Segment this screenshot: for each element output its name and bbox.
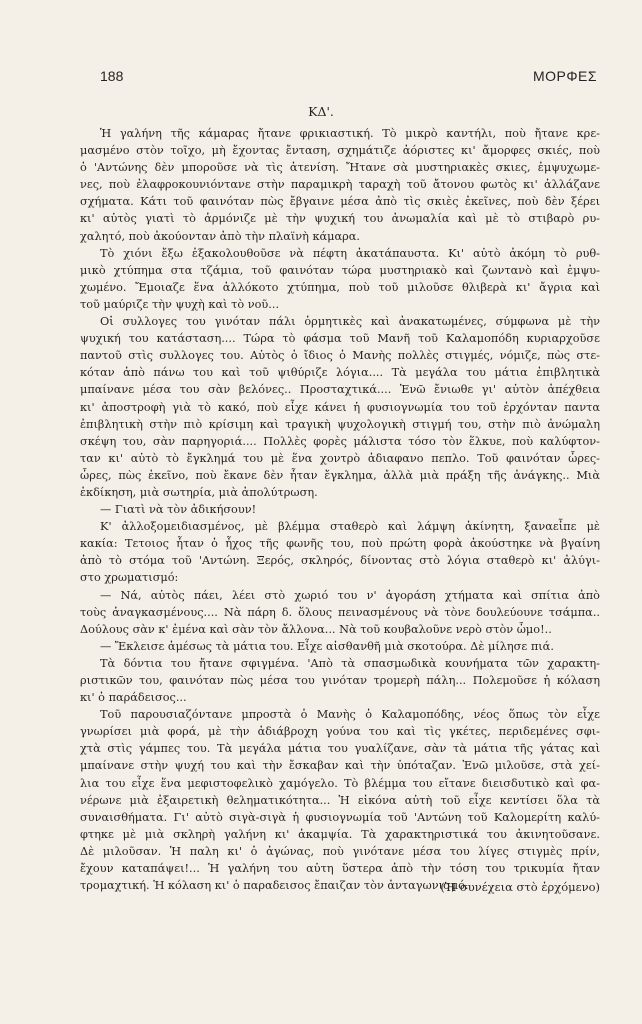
text-line: ἀπὸ τὸ στόμα τοῦ 'Αντώνη. Ξερός, σκληρός, δίνοντας στὸ λόγια σταθερὸ κι' ἀλύγι- — [80, 554, 600, 568]
text-line: — Νά, αὐτὸς πάει, λέει στὸ χωριό του ν' ἀγοράση χτήματα καὶ σπίτια ἀπὸ — [100, 588, 600, 602]
text-line: ὧρες, πὼς ἐκεῖνο, ποὺ ἔκανε δὲν ἦταν ἔγκλημα, ἀλλὰ μιὰ πράξη τῆς ἀνάγκης.. Μιὰ — [80, 468, 600, 482]
text-line: κι' ἀποστροφὴ γιὰ τὸ κακό, ποὺ εἶχε κάνει ἡ φυσιογνωμία του τοῦ ἐρχόνταν παντα — [80, 400, 600, 414]
text-line: μασμένο στὸν τοῖχο, μὴ ἔχοντας ἔνταση, σχημάτιζε ἀόριστες κι' ἄμορφες σκιές, ποὺ — [80, 144, 600, 158]
text-line: χτὰ στὶς γάμπες του. Τὰ μεγάλα μάτια του γυαλίζανε, σὰν τὰ μάτια τῆς γάτας καὶ — [80, 742, 600, 756]
text-line: μπαίνανε στὴν ψυχή του καὶ τὴν ἔσκαβαν καὶ τὴν ὑπόταζαν. Ἐνῶ μιλοῦσε, στὰ χεί- — [80, 759, 600, 773]
page-number: 188 — [100, 68, 124, 84]
text-line: παντοῦ στὶς συλλογες του. Αὐτὸς ὁ ἴδιος ὁ Μανὴς πολλὲς στιγμές, νόμιζε, πὼς στε- — [80, 349, 600, 363]
text-line: λια του εἶχε ἕνα μεφιστοφελικὸ χαμόγελο. Τὸ βλέμμα του εἴτανε διεισδυτικὸ καὶ φα- — [80, 776, 600, 790]
text-line: ψυχική του κατάσταση.... Τώρα τὸ φάσμα τοῦ Μανῆ τοῦ Καλαμοπόδη κυριαρχοῦσε — [80, 332, 600, 346]
text-line: τοὺς ἀναγκασμένους.... Νὰ πάρη δ. ὅλους πεινασμένους νὰ τὸνε δουλεύουνε τσάμπα.. — [80, 605, 600, 619]
text-line: Τὸ χιόνι ἔξω ἐξακολουθοῦσε νὰ πέφτη ἀκατάπαυστα. Κι' αὐτὸ ἀκόμη τὸ ρυθ- — [100, 246, 600, 260]
text-line: νες, ποὺ ἐλαφροκουνιόντανε στὴν παραμικρὴ ταραχὴ τοῦ ἄτονου φωτὸς κι' ἀλλάζανε — [80, 178, 600, 192]
text-line: φτηκε μὲ μιὰ σκληρὴ γαλήνη κι' ἀκαμψία. Τὰ χαρακτηριστικά του ἀκινητοῦσανε. — [80, 827, 600, 841]
text-line: κι' ὁ παράδεισος... — [80, 691, 187, 705]
text-line: γνωρίσει μιὰ φορά, μὲ τὴν ἀδιάβροχη γούνα του καὶ τὶς γκέτες, περιδεμένες σφι- — [80, 725, 600, 739]
text-line: στο χρωματισμό: — [80, 571, 179, 585]
text-line: ἐκδίκηση, μιὰ σωτηρία, μιὰ ἀπολύτρωση. — [80, 485, 318, 499]
text-line: Τοῦ παρουσιαζόντανε μπροστὰ ὁ Μανὴς ὁ Καλαμοπόδης, νέος ὅπως τὸν εἶχε — [100, 708, 600, 722]
text-line: συναισθήματα. Γι' αὐτὸ σιγὰ-σιγὰ ἡ φυσιογνωμία τοῦ 'Αντώνη τοῦ Καλομερίτη καλύ- — [80, 810, 600, 824]
paragraph — [80, 518, 600, 586]
text-line: ἔχουν καταπάψει!... Ἡ γαλήνη του αὐτη ὕστερα ἀπὸ τὴν τόση του τρικυμία ἤταν — [80, 862, 600, 876]
text-line: Δούλους σὰν κ' ἐμένα καὶ σὰν τὸν ἄλλονα... Νὰ τοῦ κουβαλοῦνε νερὸ στὸν ὦμο!.. — [80, 622, 552, 636]
text-line: τοῦ μαύριζε τὴν ψυχὴ καὶ τὸ νοῦ... — [80, 297, 280, 311]
text-line: Τὰ δόντια του ἤτανε σφιγμένα. 'Απὸ τὰ σπασμωδικὰ κουνήματα τῶν χαρακτη- — [100, 656, 600, 670]
text-line: κι' αὐτὸς γιατὶ τὸ ἁρμόνιζε μὲ τὴν ψυχική του ἀνωμαλία καὶ μὲ τὸ στιβαρὸ ρυ- — [80, 212, 600, 226]
text-line: Οἱ συλλογες του γινόταν πάλι ὁρμητικὲς καὶ ἀνακατωμένες, σύμφωνα μὲ τὴν — [100, 315, 600, 329]
text-line: — Ἔκλεισε ἀμέσως τὰ μάτια του. Εἶχε αἰσθανθῆ μιὰ σκοτούρα. Δὲ μίλησε πιά. — [100, 639, 554, 653]
text-line: χαλητό, ποὺ ἀκούονταν ἀπὸ τὴν πλαϊνὴ κάμαρα. — [80, 229, 360, 243]
text-line: σκέψη του, σὰν παρηγοριά.... Πολλὲς φορὲς μάλιστα τόσο τὸν ἕλκυε, ποὺ καλύφτον- — [80, 434, 600, 448]
text-line: ὁ 'Αντώνης δὲν μποροῦσε νὰ τὶς ἀτενίση. Ἤτανε σὰ μυστηριακὲς σκιες, ἐμψυχωμε- — [80, 161, 600, 175]
text-line: Ἡ γαλήνη τῆς κάμαρας ἤτανε φρικιαστική. Τὸ μικρὸ καντήλι, ποὺ ἤτανε κρε- — [100, 127, 600, 140]
text-line: χωμένο. Ἔμοιαζε ἕνα ἀλλόκοτο χτύπημα, ποὺ τοῦ μιλοῦσε θλιβερὰ κι' ἄγρια καὶ — [80, 280, 600, 294]
text-line: νέρωνε μιὰ ἐξαιρετικὴ θεληματικότητα... Ἡ εἰκόνα αὐτὴ τοῦ εἶχε κεντίσει ὅλα τὰ — [80, 793, 600, 807]
paragraph — [80, 125, 600, 245]
chapter-heading: ΚΔ'. — [308, 104, 334, 119]
text-line: ριστικῶν του, φαινόταν πὼς μέσα του γινόταν τρομερὴ πάλη... Πολεμοῦσε ἡ κόλαση — [80, 674, 600, 687]
text-line: ἐπιβλητικὴ στὴν πιὸ κρίσιμη καὶ τραγικὴ ψυχολογικὴ στιγμή του, στὴν πιὸ ἀνώμαλη — [80, 417, 600, 431]
text-line: Δὲ μιλοῦσαν. Ἡ παλη κι' ὁ ἀγώνας, ποὺ γινότανε μέσα του λίγες στιγμὲς πρίν, — [80, 844, 600, 858]
text-line: μπαίνανε μέσα του σὰν βελόνες.. Προσταχτικά.... Ἐνῶ ἔνιωθε γι' αὐτὸν ἀπέχθεια — [80, 383, 600, 397]
text-line: κόταν ἀπὸ πάνω του καὶ τοῦ ψιθύριζε λόγια.... Τὰ μεγάλα του μάτια ἐπιβλητικὰ — [80, 366, 600, 380]
paragraph — [80, 655, 600, 706]
paragraph — [80, 245, 600, 313]
body-text — [80, 125, 600, 894]
paragraph — [80, 587, 600, 638]
text-line: — Γιατὶ νὰ τὸν ἀδικήσουν! — [100, 503, 257, 517]
paragraph — [80, 706, 600, 894]
paragraph — [80, 501, 600, 518]
text-line: μικὸ χτύπημα στα τζάμια, τοῦ φαινόταν τώρα μυστηριακὸ καὶ ζωντανὸ καὶ ἐμψυ- — [80, 263, 600, 277]
paragraph — [80, 638, 600, 655]
text-line: τρομαχτική. Ἡ κόλαση κι' ὁ παραδεισος ἔπαιζαν τὸν ἀνταγωνισμό. — [80, 879, 469, 893]
text-line: σχήματα. Κάτι τοῦ φαινόταν πὼς ἔβγαινε μέσα ἀπὸ τὶς σκιὲς ἐκεῖνες, ποὺ δὲν ξέρει — [80, 195, 600, 209]
text-line: Κ' ἀλλοξομειδιασμένος, μὲ βλέμμα σταθερὸ καὶ λάμψη ἀκίνητη, ξαναεἶπε μὲ — [100, 520, 600, 534]
running-title: ΜΟΡΦΕΣ — [532, 68, 597, 84]
text-line: ταν κι' αὐτὸ τὸ ἔγκλημά του μὲ ἕνα χοντρὸ ἀδιαφανο πεπλο. Τοῦ φαινόταν ὧρες- — [80, 451, 600, 465]
text-line: κακία: Τετοιος ἦταν ὁ ἦχος τῆς φωνῆς του, ποὺ πρώτη φορὰ ἀκούστηκε νὰ βγαίνη — [80, 537, 600, 551]
continued-note: (Ἡ συνέχεια στὸ ἐρχόμενο) — [440, 880, 600, 894]
paragraph — [80, 313, 600, 501]
